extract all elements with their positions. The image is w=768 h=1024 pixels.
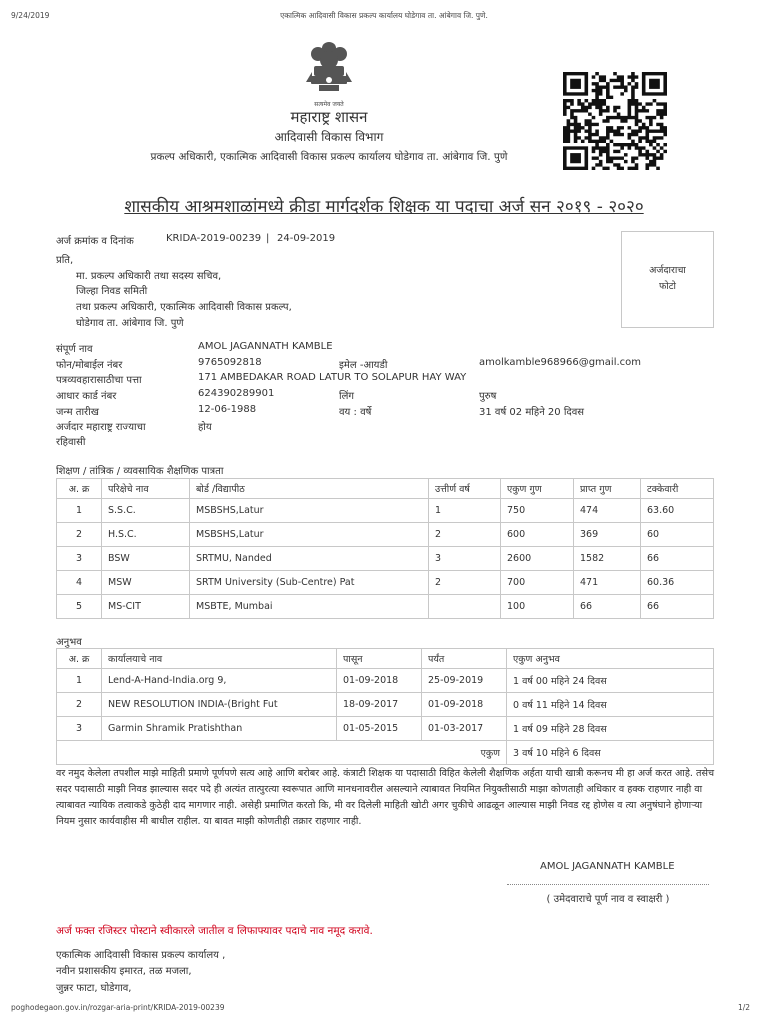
gender-value: पुरुष bbox=[479, 391, 497, 402]
table-row bbox=[57, 669, 714, 693]
resident-label: रहिवासी bbox=[56, 437, 86, 448]
table-cell: 2600 bbox=[501, 547, 574, 571]
emblem-motto: सत्यमेव जयते bbox=[314, 101, 344, 108]
address-line: जिल्हा निवड समिती bbox=[76, 286, 148, 297]
office-address-line: जुन्नर फाटा, घोडेगाव, bbox=[56, 983, 132, 994]
table-cell: 2 bbox=[57, 523, 102, 547]
table-row bbox=[57, 693, 714, 717]
table-row bbox=[57, 499, 714, 523]
dept-name: आदिवासी विकास विभाग bbox=[274, 130, 384, 144]
table-cell: 750 bbox=[501, 499, 574, 523]
table-cell: SRTM University (Sub-Centre) Pat bbox=[190, 571, 429, 595]
gender-label: लिंग bbox=[339, 391, 354, 402]
table-row bbox=[57, 717, 714, 741]
declaration-text: वर नमुद केलेला तपशील माझे माहिती प्रमाणे पूर्णपणे सत्य आहे आणि बरोबर आहे. कंत्राटी शिक्षक या पदासाठी विहित केलेली शैक्षणिक अर्हता याची खात्री करूनच मी हा अर्ज करत आहे. तसेच सदर पदासाठी माझी निवड झाल्यास सदर पदे ही अत्यंत तात्पुरत्या स्वरूपात आणि मानधनावरील असल्याने त्याबावत नियमित नियुक्तीसाठी माझा कोणताही अधिकार व हक्क राहणार नाही वा त्याबावत न्यायिक तत्वाकडे कुठेही दाद मागणार नाही. असेही प्रमाणित करतो कि, मी वर दिलेली माहिती खोटी अगर चुकीचे आढळून आल्यास माझी निवड रद्द होणेस व त्या अनुषंघाने होणाऱ्या नियम नुसार कार्यवाहीस मी बाधील राहील. या बावत माझी कोणतीही तक्रार राहणार नाही. bbox=[56, 768, 715, 827]
resident-value: होय bbox=[198, 422, 212, 433]
table-cell: 100 bbox=[501, 595, 574, 619]
table-cell: 1 bbox=[57, 669, 102, 693]
column-header: पासून bbox=[337, 649, 422, 669]
table-cell: BSW bbox=[102, 547, 190, 571]
table-cell: 471 bbox=[574, 571, 641, 595]
column-header: टक्केवारी bbox=[641, 479, 714, 499]
total-label: एकुण bbox=[57, 741, 507, 765]
footer-url: poghodegaon.gov.in/rozgar-aria-print/KRIDA-2019-00239 bbox=[11, 1003, 225, 1012]
table-cell: 01-09-2018 bbox=[337, 669, 422, 693]
table-cell: 66 bbox=[641, 547, 714, 571]
print-date: 9/24/2019 bbox=[11, 11, 50, 20]
application-number: KRIDA-2019-00239 bbox=[166, 233, 262, 244]
table-cell: Garmin Shramik Pratishthan bbox=[102, 717, 337, 741]
column-header: प्राप्त गुण bbox=[574, 479, 641, 499]
table-cell: 2 bbox=[429, 523, 501, 547]
table-cell: 1582 bbox=[574, 547, 641, 571]
phone-label: फोन/मोबाईल नंबर bbox=[56, 360, 123, 371]
application-date: 24-09-2019 bbox=[277, 233, 336, 244]
table-row bbox=[57, 547, 714, 571]
table-cell: 0 वर्ष 11 महिने 14 दिवस bbox=[507, 693, 714, 717]
table-cell: 60 bbox=[641, 523, 714, 547]
table-cell: MSBSHS,Latur bbox=[190, 499, 429, 523]
table-cell: Lend-A-Hand-India.org 9, bbox=[102, 669, 337, 693]
education-header-row bbox=[57, 479, 714, 499]
total-value: 3 वर्ष 10 महिने 6 दिवस bbox=[507, 741, 714, 765]
national-emblem-icon bbox=[300, 38, 358, 108]
table-cell: SRTMU, Nanded bbox=[190, 547, 429, 571]
name-label: संपूर्ण नाव bbox=[56, 344, 93, 355]
office-address-line: नवीन प्रशासकीय इमारत, तळ मजला, bbox=[56, 966, 192, 977]
dob-label: जन्म तारीख bbox=[56, 407, 99, 418]
table-row bbox=[57, 595, 714, 619]
aadhaar-label: आधार कार्ड नंबर bbox=[56, 391, 117, 402]
page-title: शासकीय आश्रमशाळांमध्ये क्रीडा मार्गदर्शक शिक्षक या पदाचा अर्ज सन २०१९ - २०२० bbox=[124, 197, 644, 217]
resident-label: अर्जदार महाराष्ट्र राज्याचा bbox=[56, 422, 146, 433]
column-header: अ. क्र bbox=[57, 479, 102, 499]
office-address-line: एकात्मिक आदिवासी विकास प्रकल्प कार्यालय , bbox=[56, 950, 226, 961]
photo-label: फोटो bbox=[658, 281, 677, 292]
table-cell: 01-05-2015 bbox=[337, 717, 422, 741]
table-cell: 25-09-2019 bbox=[422, 669, 507, 693]
column-header: उत्तीर्ण वर्ष bbox=[429, 479, 501, 499]
print-title: एकात्मिक आदिवासी विकास प्रकल्प कार्यालय घोडेगाव ता. आंबेगाव जि. पुणे. bbox=[280, 11, 488, 20]
table-cell: MSW bbox=[102, 571, 190, 595]
table-cell: 3 bbox=[429, 547, 501, 571]
email-value: amolkamble968966@gmail.com bbox=[479, 357, 642, 368]
table-cell: 1 वर्ष 00 महिने 24 दिवस bbox=[507, 669, 714, 693]
experience-table bbox=[56, 648, 714, 765]
notice-text: अर्ज फक्त रजिस्टर पोस्टाने स्वीकारले जातील व लिफाफ्यावर पदाचे नाव नमूद करावे. bbox=[56, 925, 373, 937]
application-label: अर्ज क्रमांक व दिनांक bbox=[56, 236, 134, 247]
photo-box bbox=[621, 231, 714, 328]
qr-code bbox=[563, 72, 667, 170]
table-cell: MSBTE, Mumbai bbox=[190, 595, 429, 619]
phone-value: 9765092818 bbox=[198, 357, 262, 368]
table-cell: 3 bbox=[57, 717, 102, 741]
dob-value: 12-06-1988 bbox=[198, 404, 257, 415]
signature-line bbox=[507, 884, 709, 885]
table-cell: 60.36 bbox=[641, 571, 714, 595]
total-row bbox=[57, 741, 714, 765]
address-line: मा. प्रकल्प अधिकारी तथा सदस्य सचिव, bbox=[76, 271, 222, 282]
table-cell: 2 bbox=[429, 571, 501, 595]
column-header: एकुण गुण bbox=[501, 479, 574, 499]
table-cell: 4 bbox=[57, 571, 102, 595]
postal-address-label: पत्रव्यवहारासाठीचा पत्ता bbox=[56, 375, 142, 386]
application-separator: | bbox=[266, 233, 270, 244]
table-cell: 18-09-2017 bbox=[337, 693, 422, 717]
table-cell: 474 bbox=[574, 499, 641, 523]
table-cell: 01-03-2017 bbox=[422, 717, 507, 741]
table-cell: NEW RESOLUTION INDIA-(Bright Fut bbox=[102, 693, 337, 717]
table-cell: S.S.C. bbox=[102, 499, 190, 523]
email-label: इमेल -आयडी bbox=[339, 360, 388, 371]
applicant-name: AMOL JAGANNATH KAMBLE bbox=[198, 341, 333, 352]
table-cell: H.S.C. bbox=[102, 523, 190, 547]
table-cell: 5 bbox=[57, 595, 102, 619]
table-cell: MS-CIT bbox=[102, 595, 190, 619]
education-table bbox=[56, 478, 714, 619]
address-line: तथा प्रकल्प अधिकारी, एकात्मिक आदिवासी विकास प्रकल्प, bbox=[76, 302, 292, 313]
aadhaar-value: 624390289901 bbox=[198, 388, 275, 399]
table-cell: MSBSHS,Latur bbox=[190, 523, 429, 547]
signature-caption: ( उमेदवाराचे पूर्ण नाव व स्वाक्षरी ) bbox=[546, 894, 670, 905]
table-cell bbox=[429, 595, 501, 619]
table-cell: 600 bbox=[501, 523, 574, 547]
column-header: एकुण अनुभव bbox=[507, 649, 714, 669]
column-header: परिक्षेचे नाव bbox=[102, 479, 190, 499]
page-number: 1/2 bbox=[738, 1003, 751, 1012]
table-cell: 1 bbox=[429, 499, 501, 523]
column-header: पर्यंत bbox=[422, 649, 507, 669]
table-cell: 01-09-2018 bbox=[422, 693, 507, 717]
table-cell: 369 bbox=[574, 523, 641, 547]
table-cell: 63.60 bbox=[641, 499, 714, 523]
column-header: कार्यालयाचे नाव bbox=[102, 649, 337, 669]
table-cell: 2 bbox=[57, 693, 102, 717]
office-name: प्रकल्प अधिकारी, एकात्मिक आदिवासी विकास प्रकल्प कार्यालय घोडेगाव ता. आंबेगाव जि. पुणे bbox=[150, 151, 508, 163]
table-cell: 66 bbox=[574, 595, 641, 619]
education-heading: शिक्षण / तांत्रिक / व्यवसायिक शैक्षणिक पात्रता bbox=[56, 466, 224, 477]
experience-heading: अनुभव bbox=[56, 637, 82, 648]
age-value: 31 वर्ष 02 महिने 20 दिवस bbox=[479, 407, 585, 418]
table-row bbox=[57, 523, 714, 547]
table-cell: 66 bbox=[641, 595, 714, 619]
table-cell: 1 bbox=[57, 499, 102, 523]
table-row bbox=[57, 571, 714, 595]
table-cell: 700 bbox=[501, 571, 574, 595]
age-label: वय : वर्षे bbox=[339, 407, 372, 418]
photo-label: अर्जदाराचा bbox=[649, 265, 686, 276]
gov-name: महाराष्ट्र शासन bbox=[290, 108, 368, 126]
experience-header-row bbox=[57, 649, 714, 669]
postal-address-value: 171 AMBEDAKAR ROAD LATUR TO SOLAPUR HAY WAY bbox=[198, 372, 467, 383]
table-cell: 3 bbox=[57, 547, 102, 571]
address-prati: प्रति, bbox=[56, 255, 74, 266]
column-header: बोर्ड /विद्यापीठ bbox=[190, 479, 429, 499]
table-cell: 1 वर्ष 09 महिने 28 दिवस bbox=[507, 717, 714, 741]
signature-name: AMOL JAGANNATH KAMBLE bbox=[540, 861, 675, 872]
address-line: घोडेगाव ता. आंबेगाव जि. पुणे bbox=[76, 318, 184, 329]
column-header: अ. क्र bbox=[57, 649, 102, 669]
